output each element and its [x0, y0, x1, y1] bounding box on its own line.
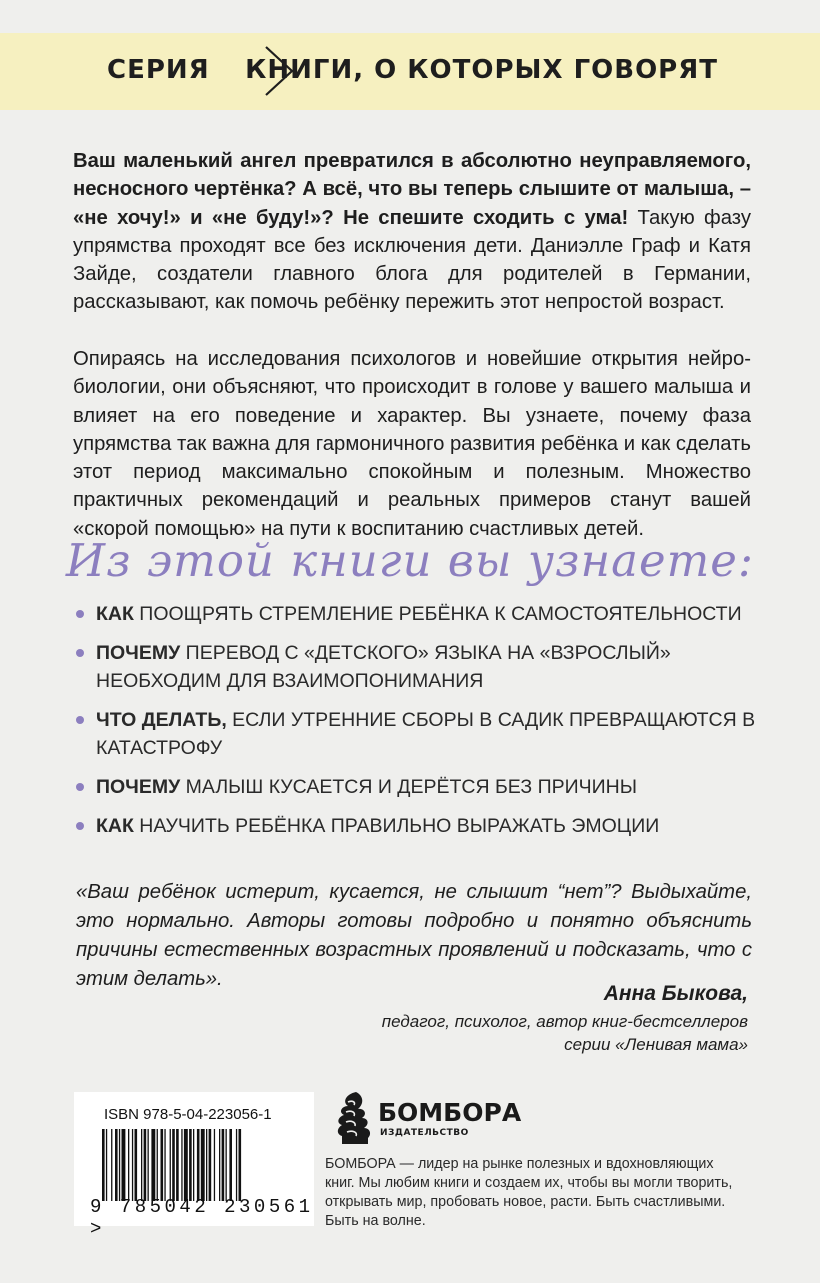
list-item-text: МАЛЫШ КУСАЕТСЯ И ДЕРЁТСЯ БЕЗ ПРИЧИНЫ — [180, 776, 637, 798]
barcode-bar — [115, 1129, 118, 1201]
barcode-bar — [181, 1129, 182, 1201]
list-item — [76, 812, 776, 840]
intro-text: Такую фазу упрямства проходят все без исключения дети. Даниэлле Граф и Катя Зайде, создатели главного блога для родителей в Германии, рассказывают, как помочь ребёнку пережить этот непростой возраст. — [73, 206, 751, 314]
intro-paragraph — [73, 147, 751, 317]
series-label: СЕРИЯ — [107, 55, 210, 85]
barcode-bar — [209, 1129, 212, 1201]
barcode-bar — [229, 1129, 232, 1201]
barcode-bar — [151, 1129, 155, 1201]
bullet-list — [76, 600, 776, 840]
barcode-bar — [106, 1129, 107, 1201]
barcode-bar — [122, 1129, 126, 1201]
barcode-bar — [119, 1129, 120, 1201]
barcode-bar — [164, 1129, 165, 1201]
barcode-bar — [157, 1129, 158, 1201]
section-heading: Из этой книги вы узнаете: — [65, 534, 755, 587]
barcode-bar — [226, 1129, 227, 1201]
list-item-bold: ПОЧЕМУ — [96, 776, 181, 798]
barcode-bar — [214, 1129, 215, 1201]
list-item — [76, 600, 776, 628]
list-item-text: ПООЩРЯТЬ СТРЕМЛЕНИЕ РЕБЁНКА К САМОСТОЯТЕЛЬНОСТИ — [133, 603, 742, 625]
barcode-bar — [170, 1129, 171, 1201]
quote-author-description — [248, 1010, 748, 1056]
barcode-bar — [239, 1129, 242, 1201]
list-item-text: ЕСЛИ УТРЕННИЕ СБОРЫ В САДИК ПРЕВРАЩАЮТСЯ В КАТАСТРОФУ — [96, 709, 756, 759]
publisher-logo-name: БОМБОРА — [378, 1098, 522, 1127]
barcode-bar — [102, 1129, 105, 1201]
barcode-bar — [236, 1129, 237, 1201]
barcode-digits: 9 785042 230561 > — [90, 1196, 314, 1240]
list-item-text: НАУЧИТЬ РЕБЁНКА ПРАВИЛЬНО ВЫРАЖАТЬ ЭМОЦИИ — [133, 815, 660, 837]
bullet-dot-icon — [76, 716, 84, 724]
list-item — [76, 706, 776, 762]
quote-author: Анна Быкова, — [603, 982, 748, 1005]
isbn-label: ISBN 978-5-04-223056-1 — [104, 1106, 272, 1123]
list-item-bold: КАК — [96, 603, 134, 625]
bullet-dot-icon — [76, 822, 84, 830]
barcode-bar — [219, 1129, 220, 1201]
series-banner — [0, 33, 820, 110]
barcode-bar — [132, 1129, 133, 1201]
barcode-bar — [201, 1129, 205, 1201]
list-item — [76, 773, 776, 801]
barcode-bar — [148, 1129, 149, 1201]
barcode-bar — [222, 1129, 225, 1201]
author-desc-line: серии «Ленивая мама» — [564, 1035, 748, 1054]
description-paragraph: Опираясь на исследования психологов и новейшие открытия нейробиологии, они объясняют, что происходит в голове у вашего малыша и влияет на его поведение и характер. Вы узнаете, почему фаза упрямства так важна для гармоничного развития ребёнка и как сделать этот период максимально спокойным и полезным. Множество практичных рекомендаций и реальных примеров станут вашей «скорой помощью» на пути к воспитанию счастливых детей. — [73, 348, 751, 540]
barcode-bar — [135, 1129, 138, 1201]
bullet-dot-icon — [76, 610, 84, 618]
publisher-description: БОМБОРА — лидер на рынке полезных и вдохновляющих книг. Мы любим книги и создаем их, чтобы вы могли творить, открывать мир, пробовать новое, расти. Быть счастливыми. Быть на волне. — [325, 1156, 733, 1229]
bullet-dot-icon — [76, 649, 84, 657]
barcode-bar — [128, 1129, 129, 1201]
list-item-text: ПЕРЕВОД С «ДЕТСКОГО» ЯЗЫКА НА «ВЗРОСЛЫЙ» НЕОБХОДИМ ДЛЯ ВЗАИМОПОНИМАНИЯ — [96, 642, 671, 692]
publisher-logo-sub: ИЗДАТЕЛЬСТВО — [380, 1128, 469, 1138]
list-item — [76, 639, 776, 695]
testimonial-quote: «Ваш ребёнок истерит, кусается, не слышит “нет”? Выдыхайте, это нормально. Авторы готовы подробно и понятно объяснить причины естественных возрастных проявлений и подсказать, что с этим делать». — [76, 881, 752, 990]
intro-bold-text: Ваш маленький ангел превратился в абсолютно неуправляемого, несносного чертёнка? А всё, что вы теперь слышите от малыша, – «не хочу!» и «не буду!»? Не спешите сходить с ума! — [73, 150, 751, 229]
barcode-bar — [197, 1129, 200, 1201]
barcode-bar — [161, 1129, 164, 1201]
list-item-bold: ПОЧЕМУ — [96, 642, 181, 664]
bullet-dot-icon — [76, 783, 84, 791]
list-item-bold: ЧТО ДЕЛАТЬ, — [96, 709, 227, 731]
barcode-bar — [184, 1129, 188, 1201]
isbn-barcode — [74, 1092, 314, 1240]
barcode-bar — [189, 1129, 192, 1201]
barcode-bar — [111, 1129, 112, 1201]
barcode-bar — [206, 1129, 207, 1201]
author-desc-line: педагог, психолог, автор книг-бестселлеров — [381, 1012, 748, 1031]
series-title: КНИГИ, О КОТОРЫХ ГОВОРЯТ — [245, 55, 718, 85]
barcode-bar — [144, 1129, 147, 1201]
barcode-bar — [141, 1129, 142, 1201]
list-item-bold: КАК — [96, 815, 134, 837]
barcode-bar — [172, 1129, 175, 1201]
bombora-wave-logo-icon — [334, 1090, 374, 1146]
barcode-bar — [193, 1129, 194, 1201]
barcode-bar — [176, 1129, 179, 1201]
barcode-icon — [102, 1129, 292, 1201]
